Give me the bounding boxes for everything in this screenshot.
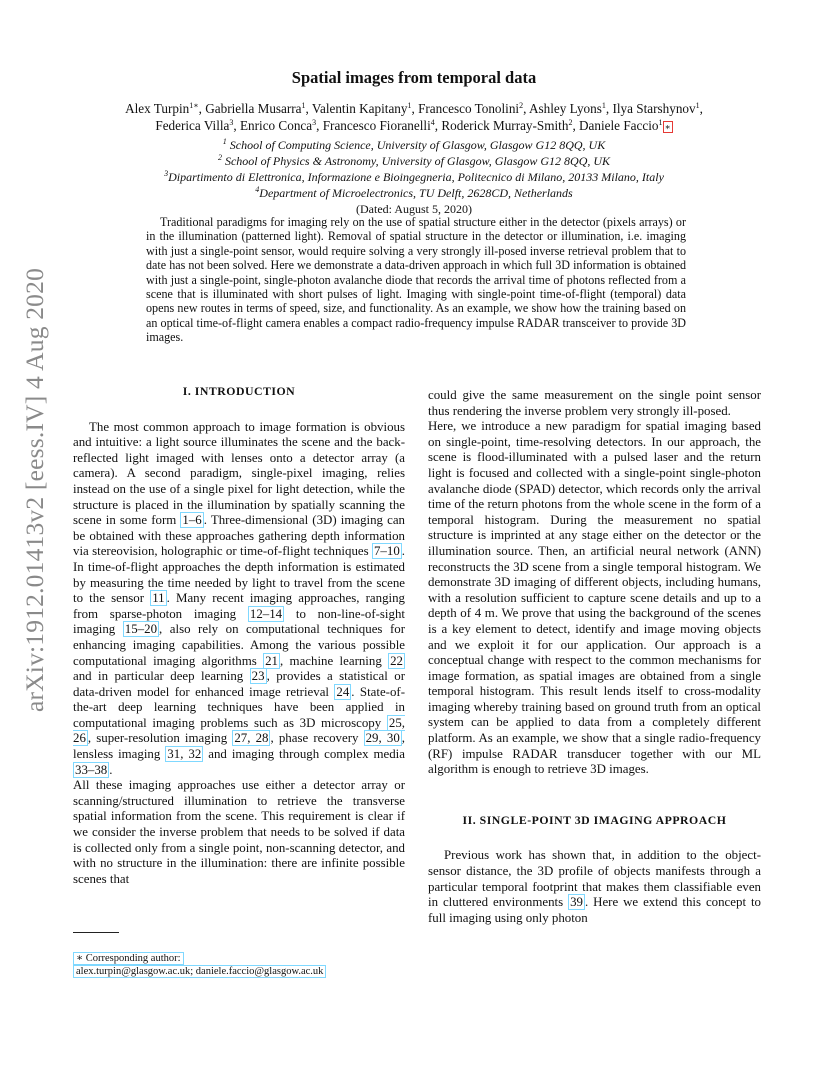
citation-link[interactable]: 22 [390, 653, 403, 668]
citation-link[interactable]: 24 [336, 684, 350, 699]
citation-link[interactable]: 21 [265, 653, 278, 668]
arxiv-sidebar-stamp [10, 267, 60, 713]
approach-paragraph-1: Previous work has shown that, in addition to the object-sensor distance, the 3D profile of objects manifests through a particular temporal footprint that makes them classifiable even in cluttered environments 39 . Here we extend this concept to full imaging using only photon [428, 848, 761, 925]
intro-paragraph-2-cont: could give the same measurement on the single point sensor thus rendering the inverse problem very strongly ill-posed. [428, 388, 761, 418]
paper-title: Spatial images from temporal data [291, 68, 537, 87]
approach-heading: II. SINGLE-POINT 3D IMAGING APPROACH [462, 812, 727, 827]
citation-link[interactable]: 7–10 [373, 544, 400, 559]
corresponding-author-link[interactable]: ∗ [664, 122, 671, 132]
footnote-label: Corresponding author: [85, 953, 181, 964]
citation-link[interactable]: 27, 28 [234, 731, 269, 746]
right-column [428, 388, 761, 926]
citation-link[interactable]: 23 [251, 669, 265, 684]
citation-link[interactable]: 31, 32 [167, 747, 202, 762]
left-column [73, 384, 405, 887]
citation-link[interactable]: 39 [570, 895, 583, 910]
intro-paragraph-3: Here, we introduce a new paradigm for spatial imaging based on single-point, time-resolving detectors. In our approach, the scene is flood-illuminated with a pulsed laser and the return light is focused and collected with a single-point single-photon avalanche diode (SPAD) detector, which records only the arrival time of the return photons from the whole scene in the form of a temporal histogram. During the measurement no spatial structure is imprinted at any stage either on the detector or the illumination source. Then, an artificial neural network (ANN) reconstructs the 3D scene from a single temporal histogram. We demonstrate 3D imaging of different objects, including humans, with a resolution sufficient to capture scene details and up to a depth of 4 m. We prove that using the background of the scenes is a key element to detect, identify and image moving objects and we exploit it for our application. Our approach is a conceptual change with respect to the common mechanisms for image formation, as spatial images are obtained from a single temporal histogram. This result lends itself to cross-modality imaging whereby training based on ground truth from an optical system can be applied to data from a completely different platform. As an example, we show that a single radio-frequency (RF) impulse RADAR transducer together with our ML algorithm is enough to retrieve 3D images. [428, 419, 761, 777]
citation-link[interactable]: 12–14 [249, 606, 283, 621]
citation-link[interactable]: 1–6 [182, 513, 202, 528]
arxiv-identifier: arXiv:1912.01413v2 [eess.IV] 4 Aug 2020 [20, 267, 49, 713]
citation-link[interactable]: 15–20 [124, 622, 158, 637]
intro-paragraph-2: All these imaging approaches use either a detector array or scanning/structured illumination to retrieve the transverse spatial information from the scene. This requirement is clear if we consider the inverse problem that needs to be solved if data is collected only from a single point, non-scanning detector, and with no structure in the illumination: there are infinite possible scenes that [73, 778, 405, 886]
affiliations: $^1$ School of Computing Science, University of Glasgow, Glasgow G12 8QQ, UK $^2$ School of Physics & Astronomy, University of Glasgow, Glasgow G12 8QQ, UK $^3$Dipartimento di Elettronica, Informazione e Bioingegneria, Politecnico di Milano, 20133 Milano, Italy $^4$Department of Microelectronics, TU Delft, 2628CD, Netherlands (Dated: August 5, 2020) [164, 137, 664, 216]
citation-link[interactable]: 33–38 [75, 762, 108, 777]
citation-link[interactable]: 11 [152, 591, 165, 606]
footnote-divider [73, 932, 119, 933]
abstract: Traditional paradigms for imaging rely on the use of spatial structure either in the detector (pixels arrays) or in the illumination (patterned light). Removal of spatial structure in the detector or illumination, i.e. imaging with just a single-point sensor, would require solving a very strongly ill-posed inverse retrieval problem that to date has not been solved. Here we demonstrate a data-driven approach in which full 3D information is obtained with just a single-point, single-photon avalanche diode that records the arrival time of photons reflected from a scene that is illuminated with short pulses of light. Imaging with single-point time-of-flight (temporal) data opens new routes in terms of speed, size, and functionality. As an example, we show how the training based on an optical time-of-flight camera enables a compact radio-frequency impulse RADAR transceiver to provide 3D images. [146, 215, 686, 345]
footnote-emails[interactable]: alex.turpin@glasgow.ac.uk; daniele.faccio@glasgow.ac.uk [73, 965, 326, 978]
intro-paragraph-1: The most common approach to image formation is obvious and intuitive: a light source illuminates the scene and the back-reflected light imaged with lenses onto a detector array (a camera). A second paradigm, single-pixel imaging, relies instead on the use of a single pixel for light detection, while the structure is placed in the illumination by spatially scanning the scene in some form 1–6 . Three-dimensional (3D) imaging can be obtained with these approaches gathering depth information via stereovision, holographic or time-of-flight techniques 7–10 . In time-of-flight approaches the depth information is estimated by measuring the time needed by light to travel from the scene to the sensor 11 . Many recent imaging approaches, ranging from sparse-photon imaging 12–14 to non-line-of-sight imaging 15–20 , also rely on computational techniques for enhancing imaging capabilities. Among the various possible computational imaging algorithms 21 , machine learning 22 and in particular deep learning 23 , provides a statistical or data-driven model for enhanced image retrieval 24 . State-of-the-art deep learning techniques have been applied in computational imaging problems such as 3D microscopy 25, 26 , super-resolution imaging 27, 28 , phase recovery 29, 30 , lensless imaging 31, 32 and imaging through complex media 33–38 . [73, 419, 405, 777]
citation-link[interactable]: 25, 26 [73, 715, 405, 746]
intro-heading: I. INTRODUCTION [182, 384, 296, 398]
paper-date: (Dated: August 5, 2020) [356, 202, 472, 216]
citation-link[interactable]: 29, 30 [365, 731, 400, 746]
footnote-corresponding-author[interactable]: ∗ Corresponding author: [73, 952, 184, 965]
author-list: Alex Turpin$^{1∗}$, Gabriella Musarra$^1$, Valentin Kapitany$^1$, Francesco Tonolini$^2$, Ashley Lyons$^1$, Ilya Starshynov$^1$, Federica Villa$^3$, Enrico Conca$^3$, Francesco Fioranelli$^4$, Roderick Murray-Smith$^2$, Daniele Faccio$^1$ ∗ [125, 101, 703, 133]
footnote [73, 952, 326, 978]
